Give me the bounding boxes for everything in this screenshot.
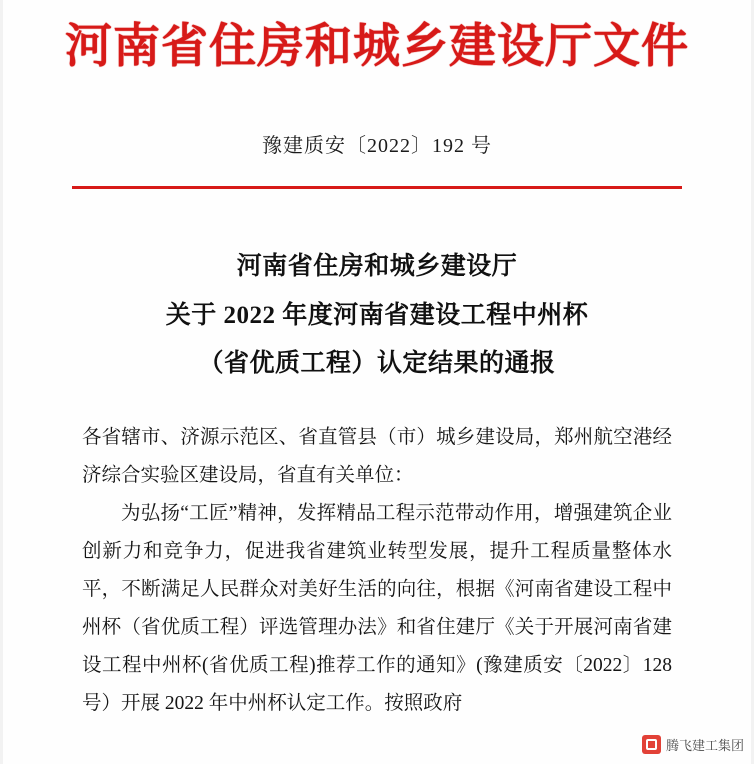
document-body [82, 419, 672, 723]
document-number-row [0, 129, 754, 158]
document-title-line-2: 关于 2022 年度河南省建设工程中州杯 [165, 301, 589, 329]
issuing-authority-title: 河南省住房和城乡建设厅文件 [65, 21, 689, 73]
document-title-line-3: （省优质工程）认定结果的通报 [198, 350, 556, 378]
body-paragraph-background: 为弘扬“工匠”精神，发挥精品工程示范带动作用，增强建筑企业创新力和竞争力，促进我省建筑业转型发展，提升工程质量整体水平，不断满足人民群众对美好生活的向往，根据《河南省建设工程中州杯（省优质工程）评选管理办法》和省住建厅《关于开展河南省建设工程中州杯(省优质工程)推荐工作的通知》(豫建质安〔2022〕128 号）开展 2022 年中州杯认定工作。按照政府 [82, 503, 672, 715]
document-header [0, 0, 754, 77]
page-edge-left [0, 0, 3, 764]
watermark-label: 腾飞建工集团 [665, 738, 744, 753]
document-number: 豫建质安〔2022〕192 号 [262, 134, 492, 157]
document-title-line-1: 河南省住房和城乡建设厅 [236, 252, 518, 280]
body-paragraph-addressees: 各省辖市、济源示范区、省直管县（市）城乡建设局，郑州航空港经济综合实验区建设局，省直有关单位： [82, 427, 672, 487]
company-logo-icon [642, 735, 661, 754]
watermark [642, 735, 744, 754]
document-title-block [0, 243, 754, 389]
red-separator-rule [72, 186, 682, 189]
